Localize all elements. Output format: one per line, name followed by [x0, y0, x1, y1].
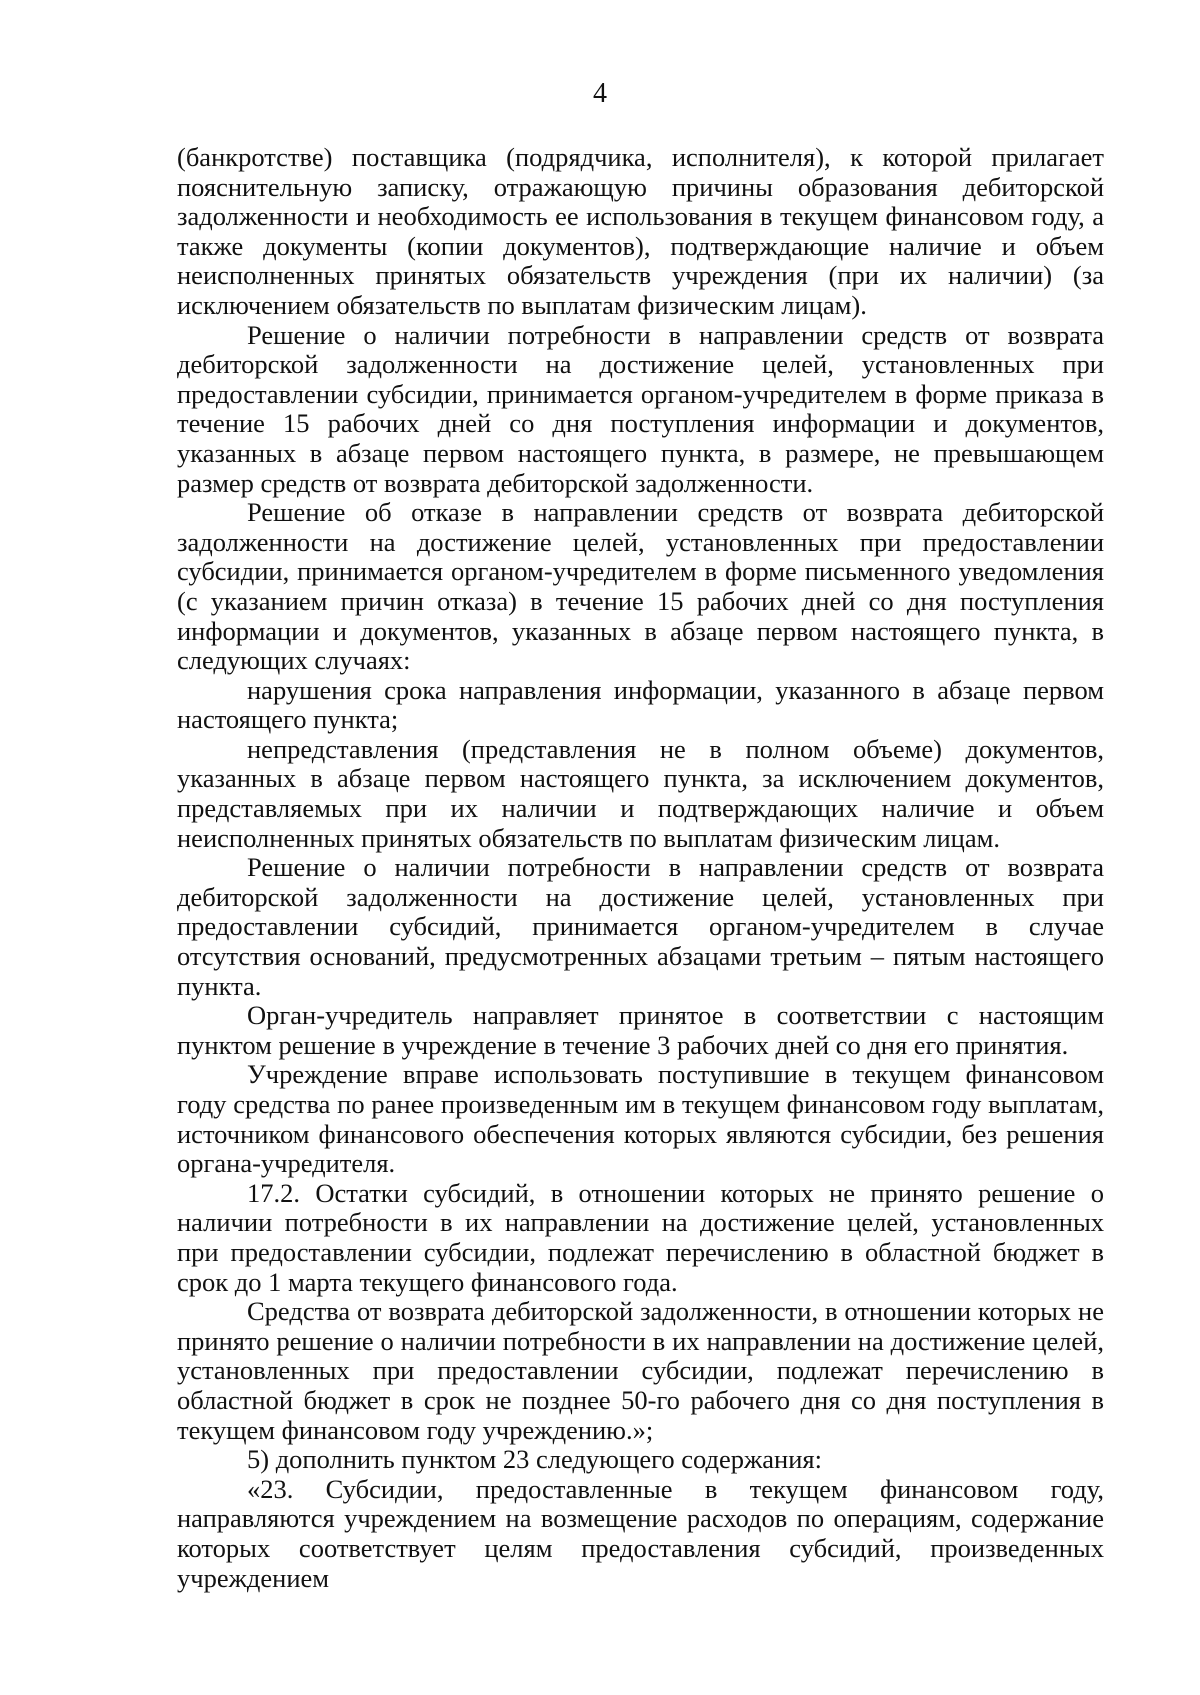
paragraph-8: Учреждение вправе использовать поступившие в текущем финансовом году средства по ранее произведенным им в текущем финансовом году выплатам, источником финансового обеспечения которых являются субсидии, без решения органа-учредителя.	[177, 1059, 1104, 1179]
paragraph-9: 17.2. Остатки субсидий, в отношении которых не принято решение о наличии потребности в их направлении на достижение целей, установленных при предоставлении субсидии, подлежат перечислению в областной бюджет в срок до 1 марта текущего финансового года.	[177, 1177, 1104, 1297]
paragraph-7: Орган-учредитель направляет принятое в соответствии с настоящим пунктом решение в учреждение в течение 3 рабочих дней со дня его принятия.	[177, 1000, 1104, 1060]
paragraph-10: Средства от возврата дебиторской задолженности, в отношении которых не принято решение о наличии потребности в их направлении на достижение целей, установленных при предоставлении субсидии, подлежат перечислению в областной бюджет в срок не позднее 50-го рабочего дня со дня поступления в текущем финансовом году учреждению.»;	[177, 1296, 1104, 1445]
page-number: 4	[593, 78, 607, 109]
paragraph-6: Решение о наличии потребности в направлении средств от возврата дебиторской задолженности на достижение целей, установленных при предоставлении субсидий, принимается органом-учредителем в случае отсутствия оснований, предусмотренных абзацами третьим – пятым настоящего пункта.	[177, 852, 1104, 1001]
paragraph-2: Решение о наличии потребности в направлении средств от возврата дебиторской задолженности на достижение целей, установленных при предоставлении субсидии, принимается органом-учредителем в форме приказа в течение 15 рабочих дней со дня поступления информации и документов, указанных в абзаце первом настоящего пункта, в размере, не превышающем размер средств от возврата дебиторской задолженности.	[177, 319, 1104, 498]
paragraph-4: нарушения срока направления информации, указанного в абзаце первом настоящего пункта;	[177, 674, 1104, 735]
paragraph-3: Решение об отказе в направлении средств от возврата дебиторской задолженности на достижение целей, установленных при предоставлении субсидии, принимается органом-учредителем в форме письменного уведомления (с указанием причин отказа) в течение 15 рабочих дней со дня поступления информации и документов, указанных в абзаце первом настоящего пункта, в следующих случаях:	[177, 497, 1104, 676]
paragraph-11: 5) дополнить пунктом 23 следующего содержания:	[247, 1444, 822, 1475]
document-body	[177, 143, 1104, 1593]
paragraph-1: (банкротстве) поставщика (подрядчика, исполнителя), к которой прилагает пояснительную записку, отражающую причины образования дебиторской задолженности и необходимость ее использования в текущем финансовом году, а также документы (копии документов), подтверждающие наличие и объем неисполненных принятых обязательств учреждения (при их наличии) (за исключением обязательств по выплатам физическим лицам).	[177, 142, 1104, 320]
paragraph-12: «23. Субсидии, предоставленные в текущем финансовом году, направляются учреждением на возмещение расходов по операциям, содержание которых соответствует целям предоставления субсидий, произведенных учреждением	[177, 1473, 1104, 1593]
paragraph-5: непредставления (представления не в полном объеме) документов, указанных в абзаце первом настоящего пункта, за исключением документов, представляемых при их наличии и подтверждающих наличие и объем неисполненных принятых обязательств по выплатам физическим лицам.	[177, 733, 1104, 853]
